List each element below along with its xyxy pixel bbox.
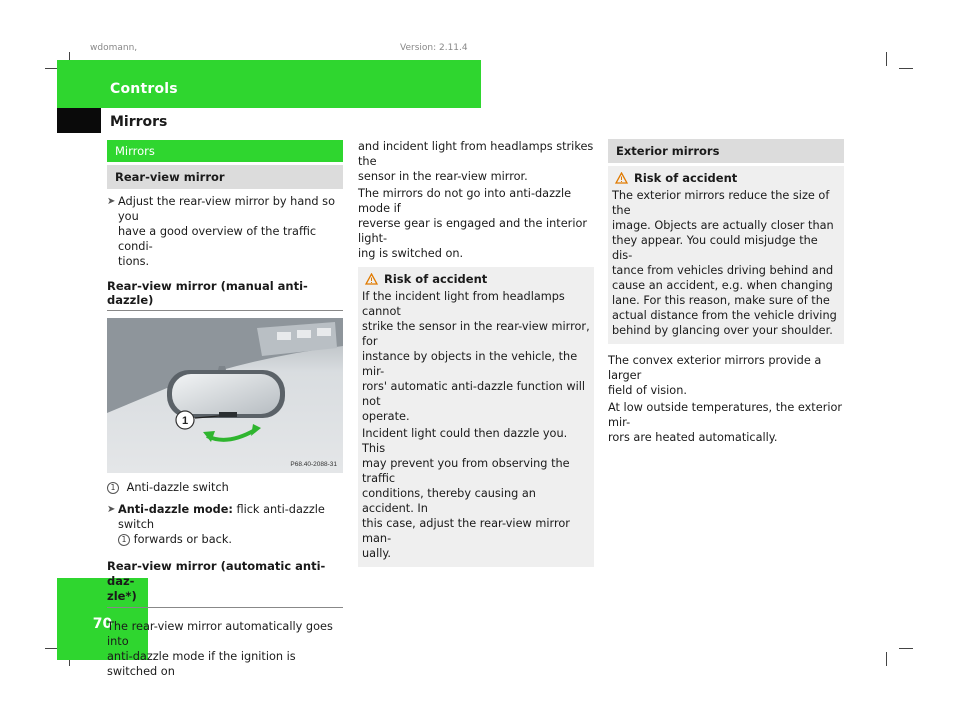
paragraph-reverse-gear	[358, 186, 594, 261]
legend-anti-dazzle-switch	[107, 480, 343, 495]
crop-mark	[899, 68, 913, 69]
text-line: they appear. You could misjudge the dis-	[612, 234, 818, 262]
column-1	[107, 140, 343, 679]
warning-title: Risk of accident	[384, 272, 488, 286]
warning-triangle-icon	[615, 172, 628, 184]
text-line: tance from vehicles driving behind and	[612, 264, 834, 277]
text-line: Rear-view mirror (automatic anti-daz-	[107, 559, 326, 588]
callout-circle: 1	[118, 534, 130, 546]
warning-title: Risk of accident	[634, 171, 738, 185]
text-line: The mirrors do not go into anti-dazzle mode if	[358, 187, 572, 215]
callout-number: 1	[181, 415, 189, 427]
warning-heading	[365, 272, 590, 286]
text-line: The rear-view mirror automatically goes into	[107, 620, 333, 648]
warning-paragraph-1	[362, 289, 590, 424]
subsection-bar-rear-view: Rear-view mirror	[107, 165, 343, 189]
heading-rule	[107, 607, 343, 608]
paragraph-automatic	[107, 619, 343, 679]
text-line: have a good overview of the traffic condi-	[118, 225, 317, 253]
rear-view-mirror-illustration	[107, 318, 343, 473]
text-line: rors' automatic anti-dazzle function will not	[362, 380, 586, 408]
heading-automatic-anti-dazzle	[107, 559, 343, 604]
warning-paragraph-2	[362, 426, 590, 561]
meta-version: Version: 2.11.4	[400, 43, 468, 53]
text-line: this case, adjust the rear-view mirror man-	[362, 517, 570, 545]
text-line: Adjust the rear-view mirror by hand so you	[118, 195, 335, 223]
legend-text: Anti-dazzle switch	[126, 481, 229, 494]
page-number: 70	[92, 616, 113, 632]
paragraph-continued	[358, 139, 594, 184]
bullet-adjust	[107, 194, 343, 269]
callout-circle: 1	[107, 482, 119, 494]
text-line: zle*)	[107, 589, 137, 603]
text-line: tions.	[118, 255, 150, 268]
mirror-figure	[107, 318, 343, 473]
text-line: strike the sensor in the rear-view mirror, for	[362, 320, 590, 348]
text-line: ually.	[362, 547, 392, 560]
subsection-title: Mirrors	[110, 114, 168, 130]
crop-mark	[886, 652, 887, 666]
crop-mark	[899, 648, 913, 649]
section-title: Controls	[110, 81, 178, 97]
column-3	[608, 139, 844, 445]
section-bar-mirrors: Mirrors	[107, 140, 343, 162]
warning-paragraph	[612, 188, 840, 338]
text-line: ing is switched on.	[358, 247, 464, 260]
figure-code: P68.40-2088-31	[290, 461, 337, 468]
text-line: behind by glancing over your shoulder.	[612, 324, 833, 337]
text-line: The convex exterior mirrors provide a larger	[608, 354, 822, 382]
paragraph-heated	[608, 400, 844, 445]
text-line: Incident light could then dazzle you. This	[362, 427, 568, 455]
heading-rule	[107, 310, 343, 311]
text-line: sensor in the rear-view mirror.	[358, 170, 528, 183]
text-line: At low outside temperatures, the exterior mir-	[608, 401, 843, 429]
text-line: The exterior mirrors reduce the size of the	[612, 189, 830, 217]
text-line: reverse gear is engaged and the interior light-	[358, 217, 588, 245]
arrow-bullet-icon: ➤	[107, 504, 116, 515]
header-marker	[57, 108, 101, 133]
crop-mark	[886, 52, 887, 66]
warning-heading	[615, 171, 840, 185]
heading-manual-anti-dazzle: Rear-view mirror (manual anti-dazzle)	[107, 279, 308, 307]
bold-label: Anti-dazzle mode:	[118, 503, 233, 516]
warning-box	[608, 166, 844, 344]
text-line: cause an accident, e.g. when changing	[612, 279, 833, 292]
text-line: operate.	[362, 410, 410, 423]
text-line: actual distance from the vehicle driving	[612, 309, 837, 322]
warning-box	[358, 267, 594, 567]
bullet-anti-dazzle-mode	[107, 502, 343, 547]
paragraph-convex	[608, 353, 844, 398]
text-line: flick anti-dazzle switch	[118, 503, 325, 531]
meta-author: wdomann,	[90, 43, 138, 53]
text-line: anti-dazzle mode if the ignition is switched on	[107, 650, 296, 678]
text-line: rors are heated automatically.	[608, 431, 778, 444]
text-line: and incident light from headlamps strikes the	[358, 140, 594, 168]
text-line: conditions, thereby causing an accident. In	[362, 487, 536, 515]
text-line: forwards or back.	[133, 533, 232, 546]
text-line: field of vision.	[608, 384, 687, 397]
section-bar-exterior-mirrors: Exterior mirrors	[608, 139, 844, 163]
text-line: If the incident light from headlamps cannot	[362, 290, 565, 318]
column-2	[358, 139, 594, 567]
text-line: instance by objects in the vehicle, the mir-	[362, 350, 578, 378]
warning-triangle-icon	[365, 273, 378, 285]
text-line: may prevent you from observing the traffic	[362, 457, 570, 485]
text-line: lane. For this reason, make sure of the	[612, 294, 830, 307]
text-line: image. Objects are actually closer than	[612, 219, 834, 232]
arrow-bullet-icon: ➤	[107, 196, 116, 207]
